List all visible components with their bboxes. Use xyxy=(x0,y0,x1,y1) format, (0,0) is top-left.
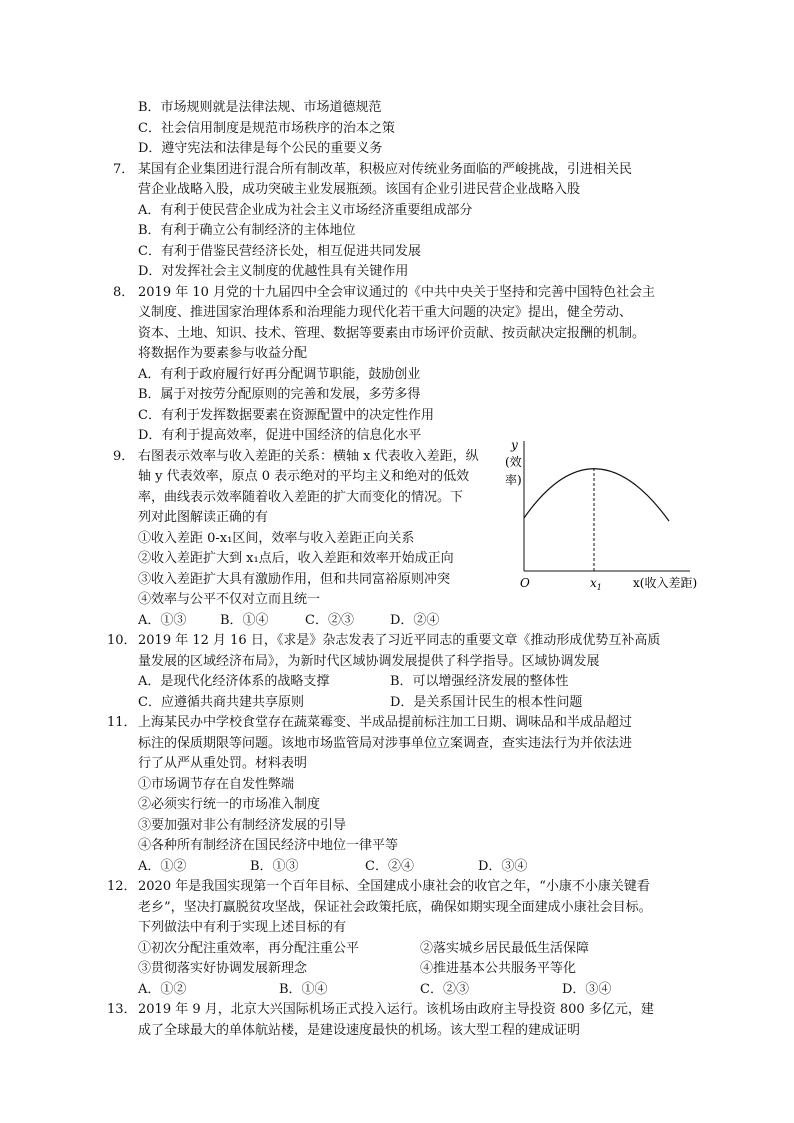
x-axis-label: x(收入差距) xyxy=(633,576,698,590)
q8-stem-line: 资本、土地、知识、技术、管理、数据等要素由市场评价贡献、按贡献决定报酬的机制。 xyxy=(138,326,646,341)
q11-option-d: D．③④ xyxy=(478,859,528,874)
q13-stem-line: 2019 年 9 月，北京大兴国际机场正式投入运行。该机场由政府主导投资 800 多亿元，建 xyxy=(138,1002,654,1017)
q13-number: 13． xyxy=(107,1002,137,1017)
q12-stem-line: 老乡”，坚决打赢脱贫攻坚战，保证社会政策托底，确保如期实现全面建成小康社会目标。 xyxy=(138,900,652,915)
q11-stem-line: 标注的保质期限等问题。该地市场监管局对涉事单位立案调查，查实违法行为并依法进 xyxy=(138,736,633,751)
q10-option-c: C．应遵循共商共建共享原则 xyxy=(138,695,304,710)
q7-option-c: C．有利于借鉴民营经济长处，相互促进共同发展 xyxy=(138,244,421,259)
q9-stem-line: 右图表示效率与收入差距的关系：横轴 x 代表收入差距，纵 xyxy=(138,449,479,464)
q13-stem-line: 成了全球最大的单体航站楼，是建设速度最快的机场。该大型工程的建成证明 xyxy=(138,1023,581,1038)
q7-option-d: D．对发挥社会主义制度的优越性具有关键作用 xyxy=(138,264,409,279)
q11-item-2: ②必须实行统一的市场准入制度 xyxy=(138,797,321,812)
q7-stem-line: 某国有企业集团进行混合所有制改革，积极应对传统业务面临的严峻挑战，引进相关民 xyxy=(138,162,633,177)
q11-stem-line: 上海某民办中学校食堂存在蔬菜霉变、半成品提前标注加工日期、调味品和半成品超过 xyxy=(138,715,633,730)
q12-item-1: ①初次分配注重效率，再分配注重公平 xyxy=(138,941,360,956)
prev-option-d: D．遵守宪法和法律是每个公民的重要义务 xyxy=(138,141,383,156)
q10-stem-line: 2019 年 12 月 16 日，《求是》杂志发表了习近平同志的重要文章《推动形成优势互补高质 xyxy=(138,633,661,648)
q8-option-d: D．有利于提高效率，促进中国经济的信息化水平 xyxy=(138,428,422,443)
q8-option-a: A．有利于政府履行好再分配调节职能，鼓励创业 xyxy=(138,367,421,382)
q12-item-2: ②落实城乡居民最低生活保障 xyxy=(420,941,590,956)
q12-option-d: D．③④ xyxy=(562,982,612,997)
y-axis-note-1: (效 xyxy=(505,455,522,469)
prev-option-b: B．市场规则就是法律法规、市场道德规范 xyxy=(138,100,382,115)
q9-stem-line: 列对此图解读正确的有 xyxy=(138,510,269,525)
q12-item-3: ③贯彻落实好协调发展新理念 xyxy=(138,961,308,976)
q8-number: 8． xyxy=(113,285,135,300)
q9-option-d: D．②④ xyxy=(390,613,440,628)
q7-number: 7． xyxy=(113,162,135,177)
y-axis-note-2: 率) xyxy=(505,473,522,487)
q8-stem-line: 2019 年 10 月党的十九届四中全会审议通过的《中共中央关于坚持和完善中国特色社会主 xyxy=(138,285,656,300)
q7-option-a: A．有利于使民营企业成为社会主义市场经济重要组成部分 xyxy=(138,203,473,218)
q8-stem-line: 义制度、推进国家治理体系和治理能力现代化若干重大问题的决定》提出，健全劳动、 xyxy=(138,305,633,320)
q9-item-3: ③收入差距扩大具有激励作用，但和共同富裕原则冲突 xyxy=(138,572,451,587)
q11-option-b: B．①③ xyxy=(250,859,299,874)
origin-label: O xyxy=(520,576,530,590)
q8-stem-line: 将数据作为要素参与收益分配 xyxy=(138,346,308,361)
q9-option-c: C．②③ xyxy=(305,613,354,628)
q12-option-a: A．①② xyxy=(138,982,187,997)
q9-option-b: B．①④ xyxy=(220,613,269,628)
x1-label: $x_1$ xyxy=(590,576,602,592)
q11-option-a: A．①② xyxy=(138,859,187,874)
efficiency-income-gap-figure xyxy=(505,435,715,595)
q9-number: 9． xyxy=(113,449,135,464)
q8-option-b: B．属于对按劳分配原则的完善和发展，多劳多得 xyxy=(138,387,421,402)
q10-option-a: A．是现代化经济体系的战略支撑 xyxy=(138,674,330,689)
q12-item-4: ④推进基本公共服务平等化 xyxy=(420,961,577,976)
q7-stem-line: 营企业战略入股，成功突破主业发展瓶颈。该国有企业引进民营企业战略入股 xyxy=(138,182,581,197)
q12-stem-line: 2020 年是我国实现第一个百年目标、全国建成小康社会的收官之年，“小康不小康关键看 xyxy=(138,879,650,894)
q12-option-b: B．①④ xyxy=(279,982,328,997)
efficiency-curve xyxy=(524,469,669,521)
y-axis-label: y xyxy=(511,438,518,452)
q9-option-a: A．①③ xyxy=(138,613,187,628)
prev-option-c: C．社会信用制度是规范市场秩序的治本之策 xyxy=(138,121,395,136)
q11-number: 11． xyxy=(107,715,137,730)
q12-number: 12． xyxy=(107,879,137,894)
q10-option-b: B．可以增强经济发展的整体性 xyxy=(390,674,569,689)
q9-item-1: ①收入差距 0-x₁区间，效率与收入差距正向关系 xyxy=(138,531,415,546)
q10-number: 10． xyxy=(107,633,137,648)
q11-stem-line: 行了从严从重处罚。材料表明 xyxy=(138,756,308,771)
q9-item-2: ②收入差距扩大到 x₁点后，收入差距和效率开始成正向 xyxy=(138,551,454,566)
q9-item-4: ④效率与公平不仅对立而且统一 xyxy=(138,592,321,607)
q11-item-1: ①市场调节存在自发性弊端 xyxy=(138,777,295,792)
q8-option-c: C．有利于发挥数据要素在资源配置中的决定性作用 xyxy=(138,408,434,423)
q12-option-c: C．②③ xyxy=(420,982,469,997)
q12-stem-line: 下列做法中有利于实现上述目标的有 xyxy=(138,920,347,935)
q9-stem-line: 率，曲线表示效率随着收入差距的扩大而变化的情况。下 xyxy=(138,490,464,505)
q10-option-d: D．是关系国计民生的根本性问题 xyxy=(390,695,583,710)
q11-item-3: ③要加强对非公有制经济发展的引导 xyxy=(138,818,347,833)
q11-item-4: ④各种所有制经济在国民经济中地位一律平等 xyxy=(138,838,399,853)
q10-stem-line: 量发展的区域经济布局》，为新时代区域协调发展提供了科学指导。区域协调发展 xyxy=(138,654,600,669)
q11-option-c: C．②④ xyxy=(365,859,414,874)
q7-option-b: B．有利于确立公有制经济的主体地位 xyxy=(138,223,356,238)
q9-stem-line: 轴 y 代表效率，原点 0 表示绝对的平均主义和绝对的低效 xyxy=(138,469,470,484)
